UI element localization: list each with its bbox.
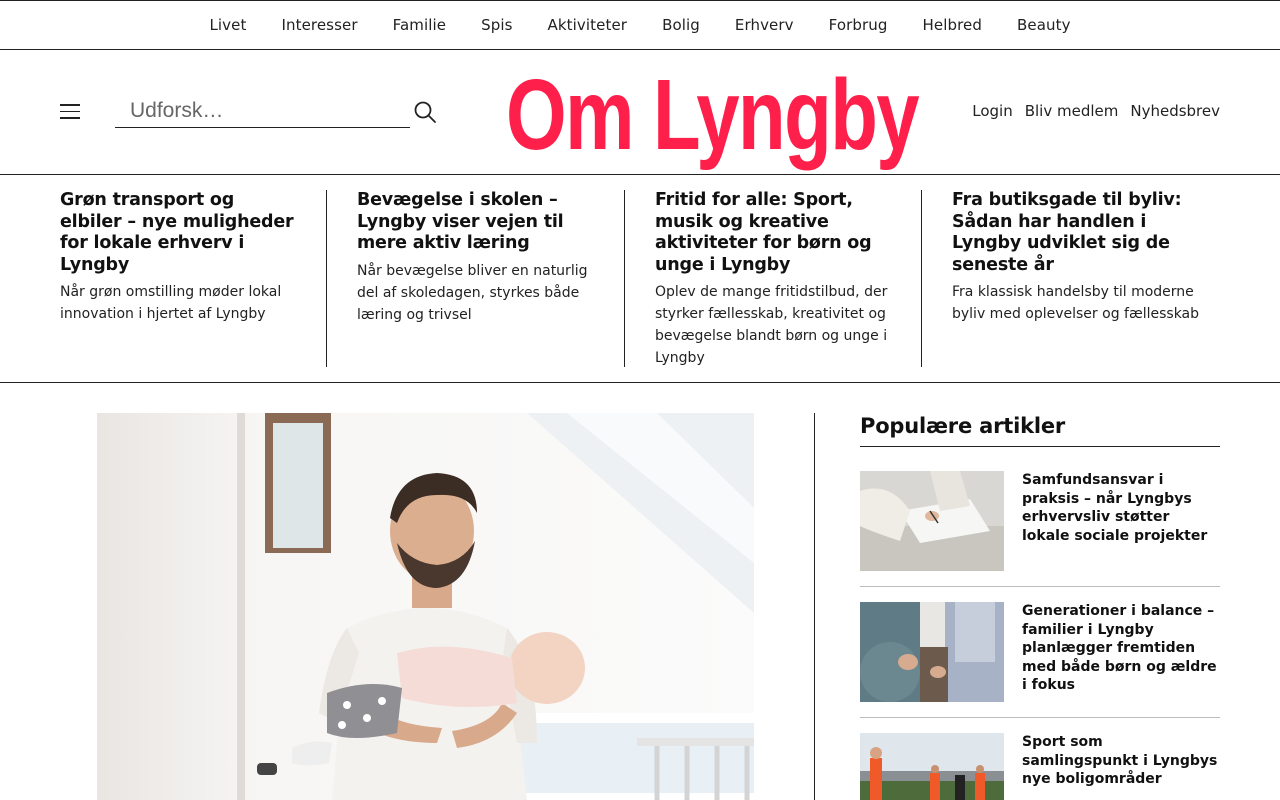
top-category-nav: [0, 0, 1280, 50]
popular-article-thumbnail[interactable]: [860, 733, 1004, 800]
nav-item-spis[interactable]: Spis: [481, 16, 513, 34]
search-input[interactable]: [115, 94, 410, 128]
menu-icon[interactable]: [60, 104, 80, 119]
column-divider: [814, 413, 815, 800]
account-links: [972, 102, 1220, 120]
featured-article-title[interactable]: Bevægelse i skolen – Lyngby viser vejen til mere aktiv læring: [357, 190, 564, 253]
become-member-link[interactable]: Bliv medlem: [1024, 102, 1119, 120]
featured-article[interactable]: [357, 190, 597, 326]
login-link[interactable]: Login: [972, 102, 1013, 120]
nav-item-livet[interactable]: Livet: [209, 16, 247, 34]
popular-article-title[interactable]: Sport som samlingspunkt i Lyngbys nye boligområder: [1022, 734, 1218, 787]
popular-articles-sidebar: [860, 413, 1220, 787]
featured-article-title[interactable]: Fra butiksgade til byliv: Sådan har handlen i Lyngby udviklet sig de seneste år: [952, 190, 1182, 275]
nav-item-interesser[interactable]: Interesser: [281, 16, 358, 34]
featured-article[interactable]: [952, 190, 1220, 325]
search-icon[interactable]: [413, 100, 437, 124]
featured-article-summary: Oplev de mange fritidstilbud, der styrker fællesskab, kreativitet og bevægelse blandt børn og unge i Lyngby: [655, 284, 888, 366]
nav-item-beauty[interactable]: Beauty: [1016, 16, 1071, 34]
featured-article[interactable]: [60, 190, 300, 325]
sidebar-title: Populære artikler: [860, 413, 1220, 447]
popular-article-item[interactable]: [860, 602, 1220, 702]
nav-item-bolig[interactable]: Bolig: [662, 16, 700, 34]
popular-article-item[interactable]: [860, 733, 1220, 800]
popular-article-title[interactable]: Generationer i balance – familier i Lyngby planlægger fremtiden med både børn og ældre i fokus: [1022, 603, 1217, 693]
site-header: [0, 50, 1280, 175]
nav-item-forbrug[interactable]: Forbrug: [828, 16, 888, 34]
popular-article-title[interactable]: Samfundsansvar i praksis – når Lyngbys erhvervsliv støtter lokale sociale projekter: [1022, 472, 1208, 544]
column-divider: [921, 190, 922, 367]
hero-article-image[interactable]: [97, 413, 754, 800]
nav-item-familie[interactable]: Familie: [392, 16, 447, 34]
search-bar: [115, 94, 410, 128]
featured-article[interactable]: [655, 190, 890, 369]
column-divider: [624, 190, 625, 367]
featured-article-summary: Når grøn omstilling møder lokal innovation i hjertet af Lyngby: [60, 284, 282, 322]
newsletter-link[interactable]: Nyhedsbrev: [1130, 102, 1220, 120]
featured-article-title[interactable]: Fritid for alle: Sport, musik og kreative aktiviteter for børn og unge i Lyngby: [655, 190, 872, 275]
column-divider: [326, 190, 327, 367]
featured-article-summary: Når bevægelse bliver en naturlig del af skoledagen, styrkes både læring og trivsel: [357, 262, 588, 323]
nav-item-helbred[interactable]: Helbred: [922, 16, 982, 34]
item-separator: [860, 586, 1220, 587]
featured-articles: [0, 175, 1280, 383]
item-separator: [860, 717, 1220, 718]
nav-item-aktiviteter[interactable]: Aktiviteter: [547, 16, 628, 34]
nav-item-erhverv[interactable]: Erhverv: [734, 16, 794, 34]
popular-article-thumbnail[interactable]: [860, 471, 1004, 571]
featured-article-summary: Fra klassisk handelsby til moderne byliv med oplevelser og fællesskab: [952, 284, 1200, 322]
popular-article-item[interactable]: [860, 471, 1220, 571]
popular-article-thumbnail[interactable]: [860, 602, 1004, 702]
site-logo[interactable]: Om Lyngby: [506, 59, 919, 171]
featured-article-title[interactable]: Grøn transport og elbiler – nye muligheder for lokale erhverv i Lyngby: [60, 190, 294, 275]
